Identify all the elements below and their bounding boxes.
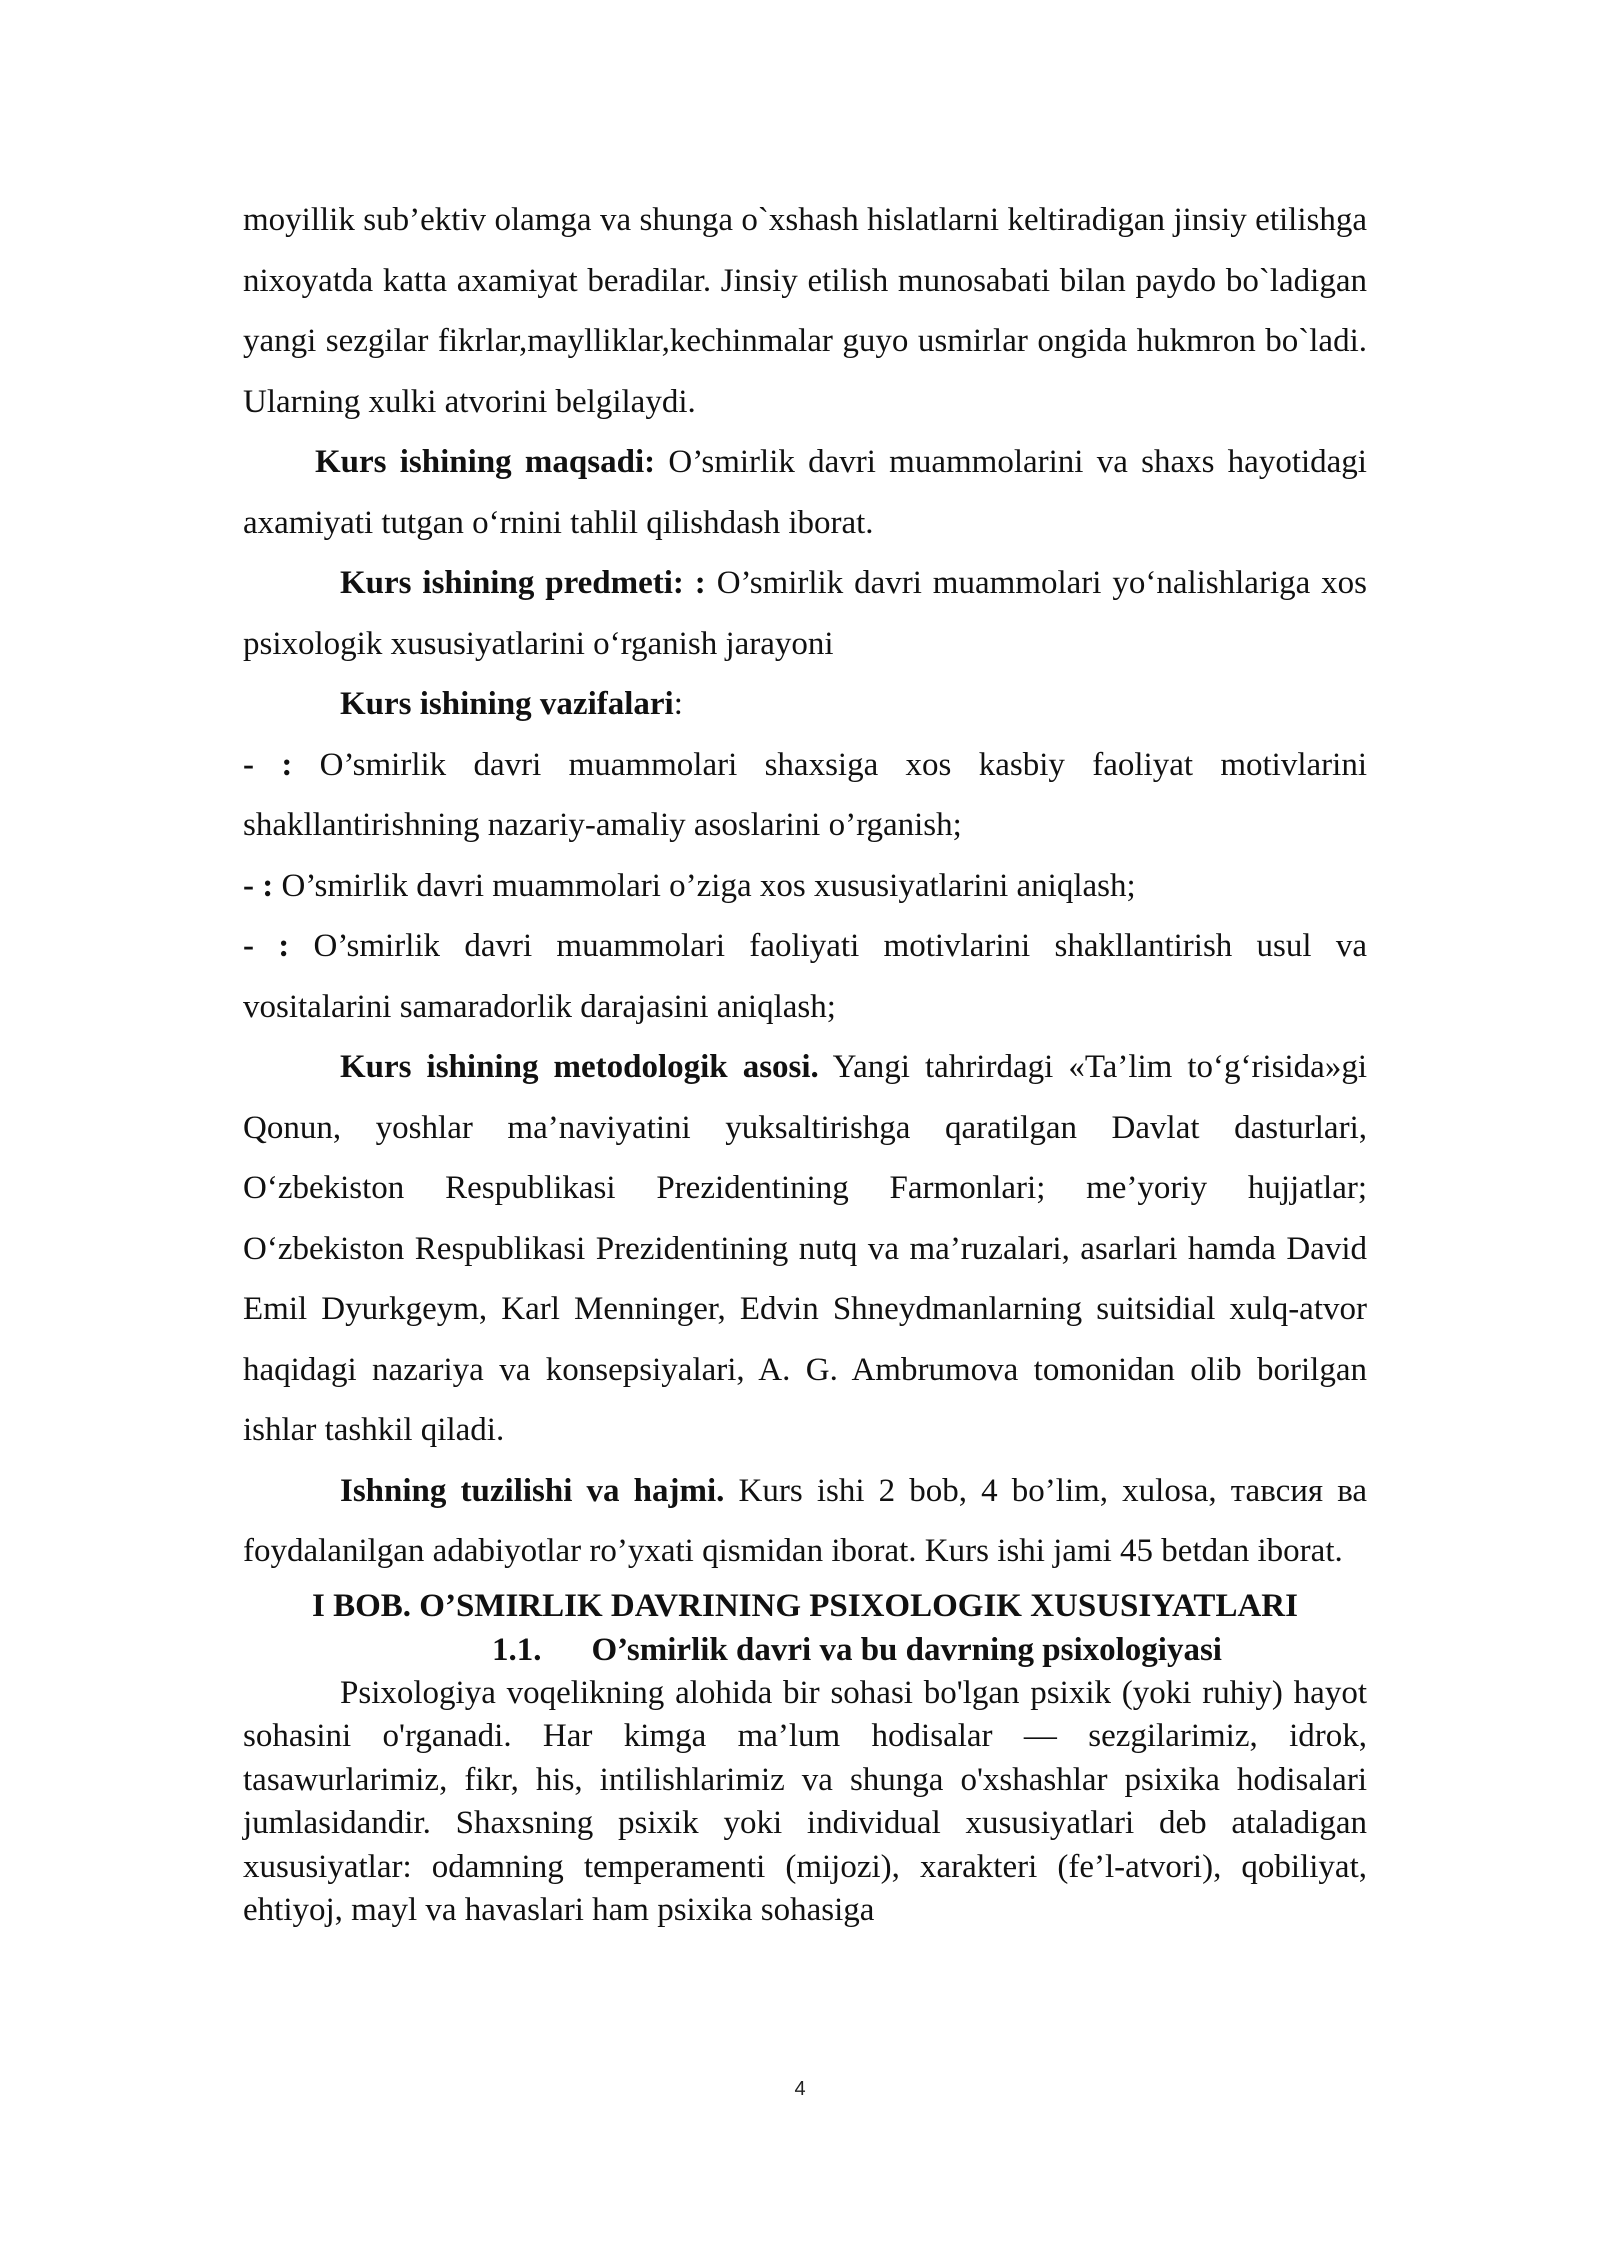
section-title-text: O’smirlik davri va bu davrning psixologiyasi [591, 1631, 1222, 1668]
paragraph-structure [243, 1461, 1367, 1582]
paragraph-chapter-body: Psixologiya voqelikning alohida bir sohasi bo'lgan psixik (yoki ruhiy) hayot sohasini o'rganadi. Har kimga ma’lum hodisalar — sezgilarimiz, idrok, tasawurlarimiz, fikr, his, intilishlarimiz va shunga o'xshashlar psixika hodisalari jumlasidandir. Shaxsning psixik yoki individual xususiyatlari deb ataladigan xususiyatlar: odamning temperamenti (mijozi), xarakteri (fe’l-atvori), qobiliyat, ehtiyoj, mayl va havaslari ham psixika sohasiga [243, 1674, 1367, 1928]
tasks-colon: : [673, 686, 683, 722]
paragraph-intro: moyillik sub’ektiv olamga va shunga o`xshash hislatlarni keltiradigan jinsiy etilishga nixoyatda katta axamiyat beradilar. Jinsiy etilish munosabati bilan paydo bo`ladigan yangi sezgilar fikrlar,maylliklar,kechinmalar guyo usmirlar ongida hukmron bo`ladi. Ularning xulki atvorini belgilaydi. [243, 202, 1367, 420]
task-text: O’smirlik davri muammolari o’ziga xos xususiyatlarini aniqlash; [273, 867, 1136, 904]
paragraph-methodology [243, 1037, 1367, 1461]
document-page [243, 190, 1367, 1933]
task-item [243, 735, 1367, 856]
goal-text: O’smirlik davri muammolarini va shaxs hayotidagi axamiyati tutgan o‘rnini tahlil qilishdash iborat. [243, 444, 1367, 541]
structure-text: Kurs ishi 2 bob, 4 bo’lim, xulosa, тавсия ва foydalanilgan adabiyotlar ro’yxati qismidan iborat. Kurs ishi jami 45 betdan iborat. [243, 1472, 1367, 1569]
task-marker: - : [243, 867, 274, 904]
goal-label: Kurs ishining maqsadi: [315, 444, 656, 480]
chapter-body [243, 1672, 1367, 1933]
section-number: 1.1. [492, 1631, 542, 1668]
task-text: O’smirlik davri muammolari faoliyati motivlarini shakllantirish usul va vositalarini samaradorlik darajasini aniqlash; [243, 928, 1367, 1025]
structure-label: Ishning tuzilishi va hajmi. [340, 1472, 725, 1509]
tasks-label: Kurs ishining vazifalari [340, 686, 674, 722]
chapter-title: I BOB. O’SMIRLIK DAVRINING PSIXOLOGIK XUSUSIYATLARI [312, 1587, 1298, 1624]
subject-text: O’smirlik davri muammolari yo‘nalishlariga xos psixologik xususiyatlarini o‘rganish jarayoni [243, 565, 1368, 662]
task-marker: - : [243, 746, 293, 783]
method-text: Yangi tahrirdagi «Ta’lim to‘g‘risida»gi Qonun, yoshlar ma’naviyatini yuksaltirishga qaratilgan Davlat dasturlari, O‘zbekiston Respublikasi Prezidentining Farmonlari; me’yoriy hujjatlar; O‘zbekiston Respublikasi Prezidentining nutq va ma’ruzalari, asarlari hamda David Emil Dyurkgeym, Karl Menninger, Edvin Shneydmanlarning suitsidial xulq-atvor haqidagi nazariya va konsepsiyalari, A. G. Ambrumova tomonidan olib borilgan ishlar tashkil qiladi. [243, 1049, 1367, 1448]
paragraph-tasks-heading [243, 674, 1367, 735]
section-title [295, 1628, 1419, 1672]
task-item [243, 856, 1367, 917]
method-label: Kurs ishining metodologik asosi. [340, 1049, 819, 1085]
page-number: 4 [794, 2078, 806, 2100]
task-marker: - : [243, 928, 290, 964]
task-text: O’smirlik davri muammolari shaxsiga xos kasbiy faoliyat motivlarini shakllantirishning nazariy-amaliy asoslarini o’rganish; [243, 746, 1367, 843]
task-item [243, 916, 1367, 1037]
paragraph-subject [243, 553, 1367, 674]
subject-label: Kurs ishining predmeti: : [340, 565, 706, 601]
intro-text [243, 190, 1367, 1582]
paragraph-goal [243, 432, 1367, 553]
